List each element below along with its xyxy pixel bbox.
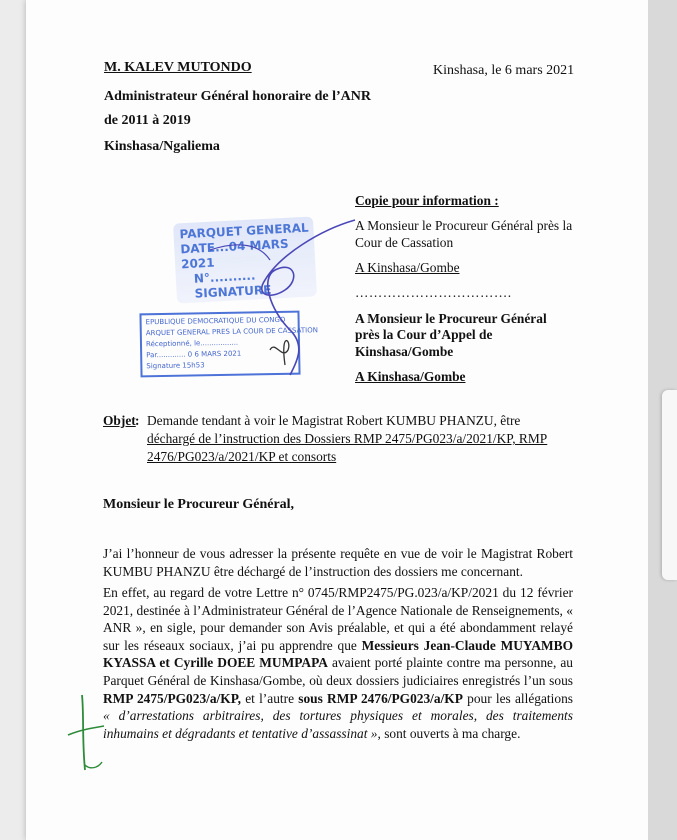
- object-line1: Demande tendant à voir le Magistrat Robert KUMBU PHANZU, être: [147, 413, 521, 428]
- stamp-box-line: ARQUET GENERAL PRES LA COUR DE CASSATION: [145, 326, 318, 338]
- sender-title-line1: Administrateur Général honoraire de l’ANR: [104, 89, 372, 104]
- side-scroll-tab[interactable]: [662, 390, 677, 580]
- paragraph-2: [103, 584, 573, 742]
- salutation: Monsieur le Procureur Général,: [103, 497, 295, 512]
- object-label: Objet: [103, 413, 136, 428]
- stamp-top-line: N°..........: [193, 268, 256, 286]
- recipient1-line2: Cour de Cassation: [355, 235, 454, 250]
- recipient1-line1: A Monsieur le Procureur Général près la: [355, 218, 573, 233]
- sender-name: M. KALEV MUTONDO: [104, 60, 252, 75]
- paragraph-2-text: En effet, au regard de votre Lettre n° 0745/RMP2475/PG.023/a/KP/2021 du 12 février 2021, destinée à l’Administrateur Général de l’Agence Nationale de Renseignements, « ANR », en sigle, pour demander son Avis préalable, et qui a été abondamment relayé sur les réseaux sociaux, j’ai pu apprendre que: [103, 585, 573, 653]
- object-colon: :: [135, 413, 140, 428]
- case-number-1: RMP 2475/PG023/a/KP,: [103, 690, 241, 706]
- copy-info-title: Copie pour information :: [355, 193, 499, 208]
- recipient2-line3: Kinshasa/Gombe: [355, 344, 454, 359]
- recipient2-city: A Kinshasa/Gombe: [355, 369, 466, 384]
- paragraph-2-text: pour les allégations: [462, 690, 573, 706]
- sender-title-line2: de 2011 à 2019: [104, 113, 191, 128]
- place-date: Kinshasa, le 6 mars 2021: [433, 63, 575, 78]
- stamp-top-line: SIGNATURE: [194, 282, 272, 301]
- sender-address: Kinshasa/Ngaliema: [104, 139, 220, 154]
- recipient1-city: A Kinshasa/Gombe: [355, 260, 460, 275]
- object-line2: déchargé de l’instruction des Dossiers RMP 2475/PG023/a/2021/KP, RMP: [147, 431, 548, 446]
- recipient2-line2: près la Cour d’Appel de: [355, 327, 493, 342]
- plaintiffs-names: Messieurs Jean-Claude MUYAMBO KYASSA et Cyrille DOEE MUMPAPA: [103, 637, 573, 671]
- allegations: « d’arrestations arbitraires, des tortures physiques et morales, des traitements inhumains et dégradants et tentative d’assassinat »: [103, 708, 573, 741]
- separator-dots: …………………………….: [355, 285, 512, 300]
- paragraph-2-text: , sont ouverts à ma charge.: [377, 725, 521, 741]
- paragraph-1: J’ai l’honneur de vous adresser la présente requête en vue de voir le Magistrat Robert KUMBU PHANZU être déchargé de l’instruction des dossiers me concernant.: [103, 546, 573, 579]
- stamp-box-line: Signature 15h53: [146, 361, 205, 371]
- paragraph-2-text: et l’autre: [241, 690, 299, 706]
- stamp-box-line: Réceptionné, le.................: [145, 338, 239, 349]
- stamp-top-line: DATE...04 MARS 2021: [179, 236, 289, 272]
- handwritten-initial: [60, 690, 120, 780]
- stamp-top-line: PARQUET GENERAL: [179, 220, 309, 242]
- stamp-box-line: EPUBLIQUE DEMOCRATIQUE DU CONGO: [145, 315, 286, 327]
- stamp-box-line: Par............. 0 6 MARS 2021: [146, 349, 242, 360]
- object-line3: 2476/PG023/a/2021/KP et consorts: [147, 449, 337, 464]
- recipient2-line1: A Monsieur le Procureur Général: [355, 311, 547, 326]
- case-number-2: sous RMP 2476/PG023/a/KP: [298, 690, 463, 706]
- paragraph-2-text: avaient porté plainte contre ma personne, au Parquet Général de Kinshasa/Gombe, où deux dossiers judiciaires enregistrés l’un sous: [103, 655, 573, 688]
